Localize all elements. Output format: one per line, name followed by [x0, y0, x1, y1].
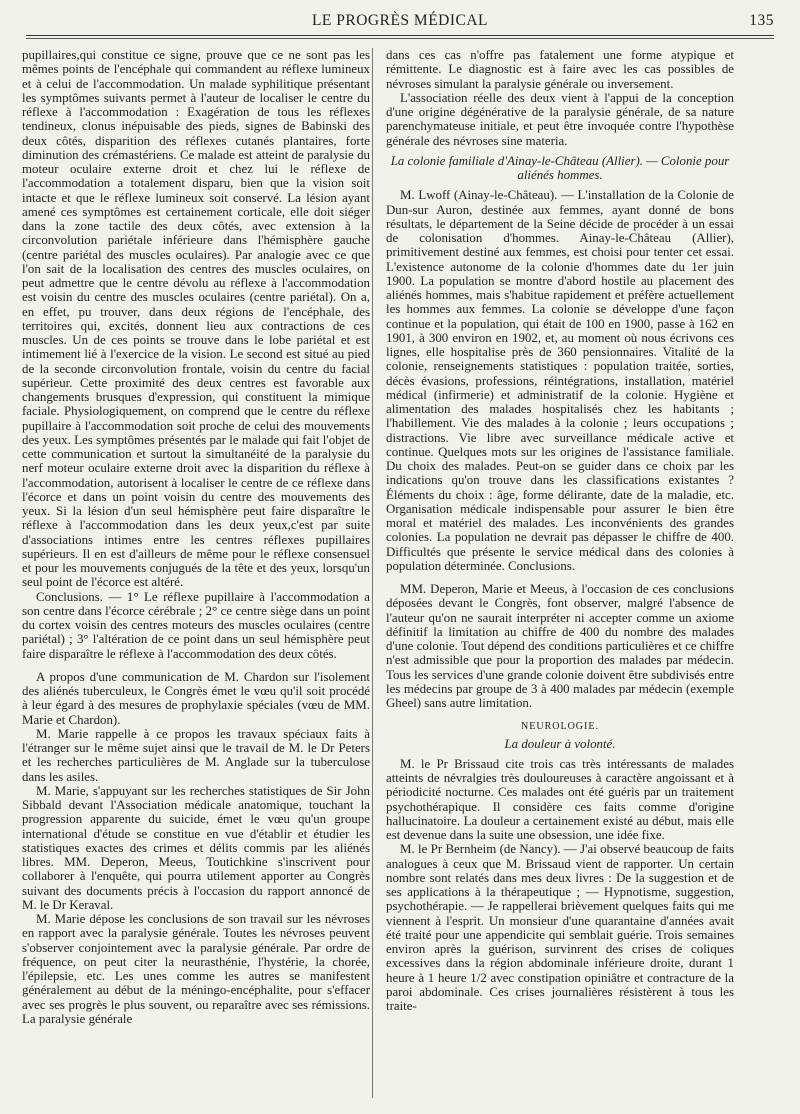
paragraph: M. le Pr Brissaud cite trois cas très intéressants de malades atteints de névralgies très douloureuses à caractère angoissant et à périodicité nocturne. Ces malades ont été guéris par un traitement psychothérapique. Il considère ces faits comme d'origine hallucinatoire. La douleur a certainement existé au début, mais elle est devenue dans la suite une obsession, une idée fixe.	[386, 756, 734, 842]
paragraph: M. Marie dépose les conclusions de son travail sur les névroses en rapport avec la paralysie générale. Toutes les névroses peuvent s'observer conjointement avec la paralysie générale. Par ordre de fréquence, on peut citer la neurasthénie, l'hystérie, la chorée, l'épilepsie, etc. Les unes comme les autres se manifestent généralement au début de la méningo-encéphalite, pour s'effacer avec ses progrès le plus souvent, ou reparaître avec ses rémissions. La paralysie générale	[22, 912, 370, 1026]
paragraph: A propos d'une communication de M. Chardon sur l'isolement des aliénés tuberculeux, le Congrès émet le vœu qu'il soit procédé à leur égard à des mesures de prophylaxie spéciales (vœu de MM. Marie et Chardon).	[22, 669, 370, 727]
paragraph: dans ces cas n'offre pas fatalement une forme atypique et rémittente. Le diagnostic est à faire avec les cas possibles de névroses simulant la paralysie générale ou inversement.	[386, 48, 734, 91]
left-column	[22, 48, 370, 1026]
paragraph: pupillaires,qui constitue ce signe, prouve que ce ne sont pas les mêmes points de l'encéphale qui commandent au réflexe lumineux et à celui de l'accommodation. Un malade syphilitique présentant les symptômes suivants permet à l'auteur de localiser le centre du réflexe à l'accommodation : Exagération de tous les réflexes tendineux, clonus inépuisable des pieds, signes de Babinski des deux côtés, disparition des réflexes cutanés plantaires, forte diminution des crémastériens. Ce malade est atteint de paralysie du moteur oculaire externe droit et chez lui le réflexe de l'accommodation a totalement disparu, bien que la vision soit intacte et que le réflexe lumineux soit conservé. La lésion ayant amené ces symptômes est certainement corticale, elle doit siéger dans la zone tactile des deux côtés, avec extension à la circonvolution pariétale inférieure dans l'hémisphère gauche (centre pariétal des muscles oculaires). Par analogie avec ce que l'on sait de la localisation des centres des muscles oculaires, on peut admettre que le centre dévolu au réflexe à l'accommodation est voisin du centre des muscles oculaires (centre pariétal). On a, en effet, pu trouver, dans deux régions de l'encéphale, des territoires qui, excités, donnent lieu aux contractions de ces muscles. Un de ces points se trouve dans le lobe pariétal et est intimement lié à l'exercice de la vision. Le second est situé au pied de la seconde circonvolution frontale, voisin du centre du facial supérieur. Cette proximité des deux centres est favorable aux changements brusques d'expression, qui constituent la mimique faciale. Physiologiquement, on comprend que le centre du réflexe pupillaire à l'accommodation soit proche de celui des mouvements des yeux. Les symptômes présentés par le malade qui fait l'objet de cette communication et surtout la simultanéité de la paralysie du nerf moteur oculaire externe droit avec la disparition du réflexe à l'accommodation, autorisent à localiser le centre de ce réflexe dans l'écorce et dans un point voisin du centre des mouvements des yeux. Si la lésion d'un seul hémisphère peut faire disparaître le réflexe à l'accommodation dans les deux yeux,c'est par suite d'associations intimes entre les centres réflexes pupillaires supérieurs. Il en est d'ailleurs de même pour le réflexe consensuel et pour les mouvements conjugués de la tête et des yeux, lorsqu'un seul point de l'écorce est altéré.	[22, 48, 370, 590]
section-subheading: La colonie familiale d'Ainay-le-Château (Allier). — Colonie pour aliénés hommes.	[390, 153, 730, 182]
paragraph: MM. Deperon, Marie et Meeus, à l'occasion de ces conclusions déposées devant le Congrès, font observer, malgré l'absence de l'auteur qu'on ne saurait interpréter ni accepter comme un axiome définitif la limitation au chiffre de 400 du nombre des malades d'une colonie. Tout dépend des conditions particulières et ce chiffre n'est admissible que pour la proportion des malades par médecin. Tous les services d'une grande colonie doivent être subdivisés entre les médecins par groupe de 3 à 400 malades par médecin (exemple Gheel) sans autre limitation.	[386, 582, 734, 710]
paragraph: M. Lwoff (Ainay-le-Château). — L'installation de la Colonie de Dun-sur Auron, destinée aux femmes, ayant donné de bons résultats, le département de la Seine décide de procéder à un essai de colonisation d'hommes. Ainay-le-Château (Allier), primitivement destiné aux femmes, est choisi pour tenter cet essai. L'existence autonome de la colonie d'hommes date du 1er juin 1900. La population se montre d'abord hostile au placement des aliénés hommes, mais s'habitue rapidement et préfère actuellement les hommes aux femmes. La colonie se développe d'une façon continue et la population, qui était de 100 en 1900, passe à 162 en 1901, à 300 environ en 1902, et, au moment où nous écrivons ces lignes, elle hospitalise près de 360 pensionnaires. Vitalité de la colonie, renseignements statistiques : population traitée, sorties, décès évasions, professions, réintégrations, installation, matériel médical (infirmerie) et administratif de la colonie. Hygiène et alimentation des malades hospitalisés chez les habitants ; l'habillement. Vie des malades à la colonie ; leurs occupations ; distractions. Vie libre avec surveillance médicale active et continue. Quelques mots sur les origines de l'assistance familiale. Du choix des malades. Peut-on se guider dans ce choix par les indications qu'on trouve dans les classifications existantes ? Éléments du choix : âge, forme délirante, date de la maladie, etc. Organisation médicale indispensable pour assurer le bien être moral et matériel des malades. Les inconvénients des grandes colonies. La population ne devrait pas dépasser le chiffre de 400. Difficultés que présente le service médical dans des colonies à population déterminée. Conclusions.	[386, 188, 734, 573]
section-subtitle: La douleur à volonté.	[504, 736, 616, 751]
header-rule-thin	[26, 38, 774, 39]
paragraph: M. Marie, s'appuyant sur les recherches statistiques de Sir John Sibbald devant l'Association médicale anatomique, touchant la progression apparente du suicide, émet le vœu qu'un groupe international d'étude se constitue en vue d'établir et étudier les statistiques exactes des crimes et délits commis par les aliénés libres. MM. Deperon, Meeus, Toutichkine s'inscrivent pour collaborer à l'enquête, qui pourra utilement apporter au Congrès suivant des documents précis à l'occasion du rapport annoncé de M. le Dr Keraval.	[22, 783, 370, 912]
right-column	[386, 48, 734, 1013]
paragraph: M. Marie rappelle à ce propos les travaux spéciaux faits à l'étranger sur le même sujet ainsi que le travail de M. le Dr Peters et les recherches particulières de M. Anglade sur la tuberculose dans les asiles.	[22, 726, 370, 784]
running-header	[26, 12, 774, 34]
paragraph: M. le Pr Bernheim (de Nancy). — J'ai observé beaucoup de faits analogues à ceux que M. Brissaud vient de rapporter. Un certain nombre sont relatés dans mes deux livres : De la suggestion et de ses applications à la thérapeutique ; — Hypnotisme, suggestion, psychothérapie. — Je rappellerai brièvement quelques faits qui me viennent à l'esprit. Un monsieur d'une quarantaine d'années avait été traité pour une appendicite qui semblait guérie. Trois semaines environ après la guérison, survinrent des crises de coliques excessives dans la région abdominale inférieure droite, durant 1 heure à 1 heure 1/2 avec constipation opiniâtre et contracture de la paroi abdominale. Ces crises journalières résistèrent à tous les traite-	[386, 842, 734, 1013]
paragraph: Conclusions. — 1° Le réflexe pupillaire à l'accommodation a son centre dans l'écorce cérébrale ; 2° ce centre siège dans un point du cortex voisin des centres moteurs des muscles oculaires (centre pariétal) ; 3° l'altération de ce point dans un seul hémisphère peut faire disparaître le réflexe à l'accommodation des deux côtés.	[22, 589, 370, 661]
journal-title: LE PROGRÈS MÉDICAL	[311, 12, 489, 29]
header-rule	[26, 35, 774, 36]
page-number: 135	[749, 12, 774, 29]
section-heading: NEUROLOGIE.	[521, 721, 599, 733]
paragraph: L'association réelle des deux vient à l'appui de la conception d'une origine dégénérative de la paralysie générale, de sa nature parenchymateuse initiale, et peut être invoquée contre l'hypothèse générale des névroses sine materia.	[386, 90, 734, 148]
column-divider	[372, 48, 373, 1098]
